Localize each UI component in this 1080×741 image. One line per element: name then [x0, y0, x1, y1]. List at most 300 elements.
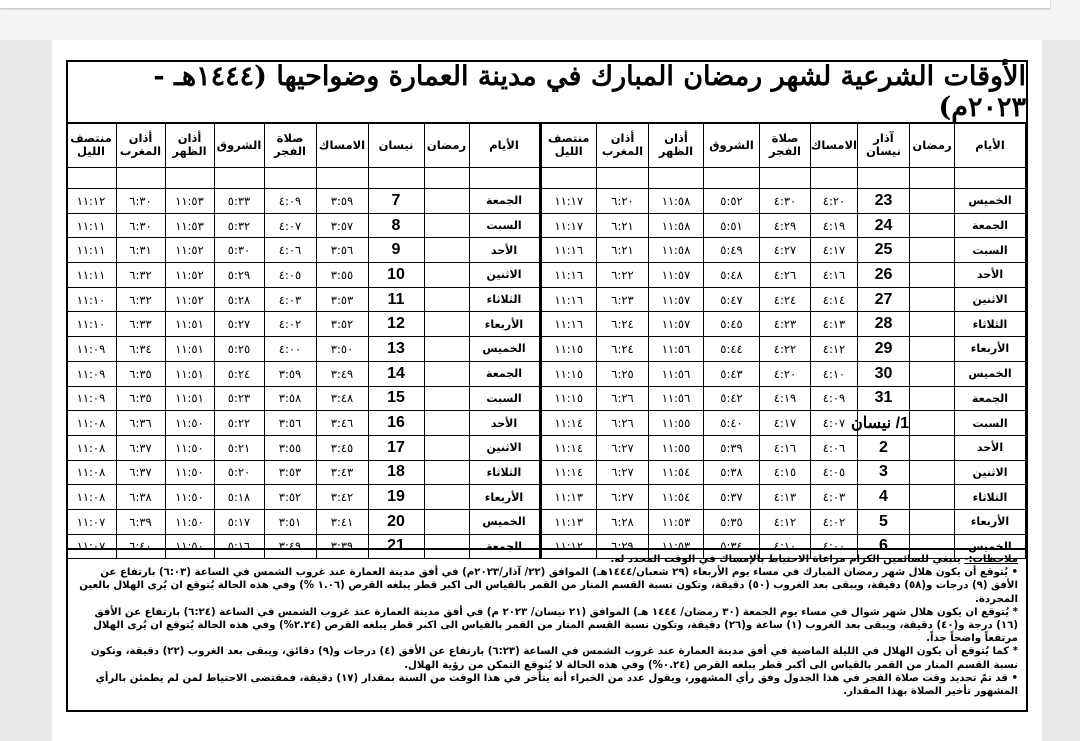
date-cell: 20 [368, 509, 424, 534]
time-cell: ٤:١٦ [760, 435, 811, 460]
note-item: * كما يُتوقع أن يكون الهلال في الليلة الماضية في أفق مدينة العمارة عند غروب الشمس في الساعة (٦:٢٣) بارتفاع عن الأفق (٤) درجات و(٩) دقائق، ويبقى بعد الغروب (٢٢) دقيقة، وتكون نسبة القسم المنار من القمر بالقياس الى أكبر قطر يبلغه القرص (٠.٢٤%) وفي هذه الحالة لا يُتوقع التمكن من رؤية الهلال. [90, 646, 1018, 671]
time-cell: ٣:٤٣ [316, 460, 368, 485]
time-cell [424, 238, 469, 263]
time-cell: ١١:١١ [66, 213, 116, 238]
time-cell: ٦:٣٢ [116, 263, 165, 288]
note-item: • يُتوقع أن يكون هلال شهر رمضان المبارك في مساء يوم الأربعاء (٢٩ شعبان/١٤٤٤هـ) الموافق (٢٢/ آذار/٢٠٢٣م) في أفق مدينة العمارة عند غروب الشمس في الساعة (٦:٠٣) بارتفاع عن الأفق (٩) درجات و(٥٨) دقيقة، ويبقى بعد الغروب (٥٠) دقيقة، وتكون نسبة القسم المنار من القمر بالقياس الى اكبر قطر يبلغه القرص (١.٠٦ %) وفي هذه الحالة يُتوقع ان يُرى الهلال بالعين المجردة. [79, 567, 1018, 605]
time-cell: ١١:١٢ [66, 189, 116, 214]
spacer-row [541, 168, 1026, 189]
time-cell: ١١:١٧ [541, 189, 597, 214]
time-cell: ٤:١٣ [760, 485, 811, 510]
time-cell: ١١:٥٢ [165, 287, 214, 312]
time-cell: ١١:١٣ [541, 485, 597, 510]
time-cell: ٣:٥٨ [264, 386, 316, 411]
time-cell: ٥:٣٧ [704, 485, 760, 510]
date-cell: 28 [858, 312, 910, 337]
time-cell: ٦:٢٥ [597, 361, 649, 386]
day-cell: الخميس [955, 189, 1026, 214]
right-table-body [541, 168, 1026, 559]
table-row [541, 263, 1026, 288]
time-cell: ١١:١٥ [541, 361, 597, 386]
time-cell: ٦:٤٠ [116, 534, 165, 559]
table-row [66, 411, 539, 436]
spacer-cell [760, 168, 811, 189]
spacer-cell [66, 168, 116, 189]
date-cell: 3 [858, 460, 910, 485]
left-table-body [66, 168, 539, 559]
table-row [541, 435, 1026, 460]
left-table [66, 122, 540, 559]
time-cell: ٦:٢٧ [597, 435, 649, 460]
time-cell: ٣:٤٨ [316, 386, 368, 411]
day-cell: الخميس [955, 534, 1026, 559]
time-cell [424, 312, 469, 337]
day-cell: الثلاثاء [955, 312, 1026, 337]
date-cell: 19 [368, 485, 424, 510]
time-cell: ٣:٥٠ [316, 337, 368, 362]
table-row [66, 386, 539, 411]
time-cell: ١١:٥٥ [649, 435, 704, 460]
time-cell: ٤:٠٥ [811, 460, 858, 485]
day-cell: الاثنين [469, 263, 539, 288]
column-header: الأيام [469, 123, 539, 168]
time-cell: ١١:١٧ [541, 213, 597, 238]
time-cell: ١١:١٤ [541, 460, 597, 485]
time-cell: ٦:٢١ [597, 238, 649, 263]
time-cell: ٣:٥٩ [264, 361, 316, 386]
time-cell: ١١:٠٩ [66, 361, 116, 386]
time-cell: ٥:٤٤ [704, 337, 760, 362]
table-row [541, 312, 1026, 337]
day-cell: الأربعاء [955, 509, 1026, 534]
time-cell: ٤:٢٩ [760, 213, 811, 238]
date-cell: 21 [368, 534, 424, 559]
time-cell: ٣:٤٩ [316, 361, 368, 386]
date-cell: 2 [858, 435, 910, 460]
time-cell: ١١:١٦ [541, 263, 597, 288]
date-cell: 5 [858, 509, 910, 534]
time-cell: ٣:٥٧ [316, 213, 368, 238]
time-cell: ٦:٢٣ [597, 287, 649, 312]
day-cell: الأربعاء [469, 312, 539, 337]
table-row [66, 460, 539, 485]
table-row [66, 287, 539, 312]
time-cell: ٣:٥١ [264, 509, 316, 534]
time-cell: ٤:٠٦ [264, 238, 316, 263]
date-cell: 1/ نيسان [858, 411, 910, 436]
column-header: الشروق [214, 123, 264, 168]
time-cell: ١١:٥٠ [165, 460, 214, 485]
spacer-cell [316, 168, 368, 189]
table-row [66, 435, 539, 460]
day-cell: الثلاثاء [955, 485, 1026, 510]
time-cell [910, 263, 955, 288]
time-cell: ٤:٠٥ [264, 263, 316, 288]
date-cell: 25 [858, 238, 910, 263]
time-cell [424, 435, 469, 460]
day-cell: الأربعاء [469, 485, 539, 510]
table-row [541, 213, 1026, 238]
time-cell: ١١:٠٩ [66, 386, 116, 411]
spacer-cell [214, 168, 264, 189]
table-row [66, 238, 539, 263]
spacer-cell [368, 168, 424, 189]
date-cell: 12 [368, 312, 424, 337]
column-header: منتصف الليل [541, 123, 597, 168]
time-cell: ٥:٤٨ [704, 263, 760, 288]
time-cell: ١١:٥٢ [165, 263, 214, 288]
time-cell: ٤:١٢ [811, 337, 858, 362]
time-cell: ٤:١٠ [811, 361, 858, 386]
time-cell: ٤:٢٧ [760, 238, 811, 263]
time-cell: ٥:٣٣ [214, 189, 264, 214]
day-cell: الجمعة [955, 213, 1026, 238]
time-cell: ٥:٢١ [214, 435, 264, 460]
spacer-cell [541, 168, 597, 189]
date-cell: 6 [858, 534, 910, 559]
day-cell: الاثنين [469, 435, 539, 460]
time-cell: ٤:١٣ [811, 312, 858, 337]
time-cell [910, 435, 955, 460]
time-cell: ٤:٢٠ [811, 189, 858, 214]
date-cell: 4 [858, 485, 910, 510]
time-cell: ٥:٢٢ [214, 411, 264, 436]
day-cell: الخميس [469, 337, 539, 362]
time-cell: ٣:٤٢ [316, 485, 368, 510]
time-cell: ٥:١٧ [214, 509, 264, 534]
time-cell: ١١:١١ [66, 263, 116, 288]
column-header: رمضان [424, 123, 469, 168]
time-cell: ٦:٢٠ [597, 189, 649, 214]
time-cell: ٤:١٤ [811, 287, 858, 312]
time-cell: ١١:٥٠ [165, 534, 214, 559]
time-cell: ٣:٥٢ [316, 312, 368, 337]
time-cell: ٥:٢٧ [214, 312, 264, 337]
time-cell [424, 509, 469, 534]
time-cell [424, 361, 469, 386]
date-cell: 26 [858, 263, 910, 288]
table-row [66, 361, 539, 386]
table-row [541, 411, 1026, 436]
time-cell: ٤:٢٠ [760, 361, 811, 386]
time-cell [424, 287, 469, 312]
table-row [541, 238, 1026, 263]
time-cell: ١١:٠٩ [66, 337, 116, 362]
notes-intro-text: ينبغي للصائمين الكرام مراعاة الاحتياط بالإمساك في الوقت المحدد له. [610, 554, 961, 565]
table-row [66, 485, 539, 510]
time-cell: ٦:٢٨ [597, 509, 649, 534]
column-header: آذار نيسان [858, 123, 910, 168]
time-cell: ٦:٣٥ [116, 386, 165, 411]
time-cell: ٤:٣٠ [760, 189, 811, 214]
time-cell: ٦:٢٢ [597, 263, 649, 288]
time-cell: ١١:١٤ [541, 411, 597, 436]
time-cell: ٣:٤١ [316, 509, 368, 534]
timetable-frame [66, 60, 1028, 712]
time-cell: ١١:١٤ [541, 435, 597, 460]
time-cell: ٣:٤٦ [316, 411, 368, 436]
table-row [541, 287, 1026, 312]
time-cell: ٦:٣٥ [116, 361, 165, 386]
day-cell: الثلاثاء [469, 287, 539, 312]
time-cell: ٣:٤٥ [316, 435, 368, 460]
time-cell: ٤:٠٠ [811, 534, 858, 559]
time-cell [424, 386, 469, 411]
day-cell: الخميس [469, 509, 539, 534]
day-cell: الاثنين [955, 460, 1026, 485]
spacer-cell [597, 168, 649, 189]
time-cell [910, 386, 955, 411]
previous-card-edge [0, 0, 1050, 8]
date-cell: 16 [368, 411, 424, 436]
time-cell: ٤:٠٩ [264, 189, 316, 214]
day-cell: الأربعاء [955, 337, 1026, 362]
time-cell: ٥:٣٤ [704, 534, 760, 559]
spacer-cell [955, 168, 1026, 189]
time-cell: ١١:١٢ [541, 534, 597, 559]
time-cell: ٣:٥٩ [316, 189, 368, 214]
time-cell: ١١:٠٧ [66, 534, 116, 559]
note-item: • قد تمّ تحديد وقت صلاة الفجر في هذا الجدول وفق رأي المشهور، ويقول عدد من الخبراء أنه يتأخر في هذا الوقت من السنة بمقدار (١٧) دقيقة، فمقتضى الاحتياط لمن لم يطمئن بالرأي المشهور تأخير الصلاة بهذا المقدار. [95, 672, 1018, 698]
column-header: الامساك [811, 123, 858, 168]
table-row [66, 263, 539, 288]
time-cell: ٤:١٥ [760, 460, 811, 485]
time-cell: ١١:١٣ [541, 509, 597, 534]
date-cell: 15 [368, 386, 424, 411]
date-cell: 30 [858, 361, 910, 386]
time-cell [424, 411, 469, 436]
notes-heading: ملاحظات:- [964, 554, 1018, 565]
time-cell: ١١:٠٧ [66, 509, 116, 534]
time-cell: ٥:٥٢ [704, 189, 760, 214]
notes-intro [74, 553, 1018, 566]
time-cell: ٣:٥٢ [264, 485, 316, 510]
column-header: رمضان [910, 123, 955, 168]
time-cell: ٤:٢٣ [760, 312, 811, 337]
time-cell: ١١:٥٠ [165, 509, 214, 534]
left-table-header [66, 123, 539, 168]
time-cell: ٣:٥٥ [264, 435, 316, 460]
column-header: منتصف الليل [66, 123, 116, 168]
time-cell: ٤:٢٦ [760, 263, 811, 288]
time-cell: ١١:١٦ [541, 287, 597, 312]
time-cell: ٤:٠٢ [811, 509, 858, 534]
time-cell: ٦:٣٨ [116, 485, 165, 510]
note-item: * يُتوقع ان يكون هلال شهر شوال في مساء يوم الجمعة (٣٠ رمضان/ ١٤٤٤ هـ) الموافق (٢١ نيسان/ ٢٠٢٣ م) في أفق مدينة العمارة عند غروب الشمس في الساعة (٦:٢٤) بارتفاع عن الأفق (١٦) درجة و(٤٠) دقيقة، ويبقى بعد الغروب (١) ساعة و(٢٦) دقيقة، وتكون نسبة القسم المنار من القمر بالقياس الى اكبر قطر يبلغه القرص (٢.٢٤%) وفي هذه الحالة يُتوقع ان يُرى الهلال مرتفعاً واضحاً جداً. [93, 606, 1018, 645]
time-cell [424, 337, 469, 362]
page-title: الأوقات الشرعية لشهر رمضان المبارك في مدينة العمارة وضواحيها (١٤٤٤هـ - ٢٠٢٣م) [68, 62, 1026, 124]
date-cell: 23 [858, 189, 910, 214]
time-cell: ٥:٤٩ [704, 238, 760, 263]
time-cell: ١١:٥٧ [649, 263, 704, 288]
column-header: الأيام [955, 123, 1026, 168]
date-cell: 8 [368, 213, 424, 238]
time-cell: ٦:٢٤ [597, 312, 649, 337]
time-cell [910, 509, 955, 534]
time-cell: ٥:٤٣ [704, 361, 760, 386]
time-cell: ٣:٥٦ [316, 238, 368, 263]
table-row [66, 213, 539, 238]
time-cell: ٤:١٩ [760, 386, 811, 411]
time-cell: ٦:٣٠ [116, 213, 165, 238]
time-cell: ٥:٢٥ [214, 337, 264, 362]
time-cell: ١١:١٥ [541, 386, 597, 411]
time-cell: ١١:٥٣ [649, 509, 704, 534]
table-row [66, 509, 539, 534]
table-row [541, 485, 1026, 510]
time-cell: ١١:٥١ [165, 337, 214, 362]
table-row [541, 337, 1026, 362]
spacer-cell [858, 168, 910, 189]
time-cell: ٣:٥٣ [264, 460, 316, 485]
table-row [541, 386, 1026, 411]
time-cell: ٦:٣٧ [116, 460, 165, 485]
time-cell: ١١:٥٥ [649, 411, 704, 436]
spacer-cell [116, 168, 165, 189]
time-cell: ٥:٢٨ [214, 287, 264, 312]
date-cell: 17 [368, 435, 424, 460]
spacer-cell [165, 168, 214, 189]
day-cell: السبت [469, 386, 539, 411]
day-cell: السبت [469, 213, 539, 238]
day-cell: الجمعة [955, 386, 1026, 411]
date-cell: 24 [858, 213, 910, 238]
column-header: الشروق [704, 123, 760, 168]
day-cell: الأحد [469, 411, 539, 436]
time-cell: ٤:٠٧ [264, 213, 316, 238]
date-cell: 18 [368, 460, 424, 485]
spacer-cell [469, 168, 539, 189]
time-cell: ٦:٢١ [597, 213, 649, 238]
tables-container [68, 122, 1026, 559]
table-row [66, 337, 539, 362]
day-cell: الجمعة [469, 361, 539, 386]
column-header: أذان الظهر [649, 123, 704, 168]
time-cell: ١١:١٠ [66, 287, 116, 312]
day-cell: الأحد [955, 435, 1026, 460]
time-cell: ٤:٠٩ [811, 386, 858, 411]
time-cell: ١١:٥٤ [649, 485, 704, 510]
column-header: أذان المغرب [597, 123, 649, 168]
time-cell: ٦:٢٦ [597, 411, 649, 436]
time-cell: ٦:٢٤ [597, 337, 649, 362]
time-cell: ١١:٠٨ [66, 485, 116, 510]
time-cell [910, 411, 955, 436]
date-cell: 29 [858, 337, 910, 362]
time-cell: ٦:٣٣ [116, 312, 165, 337]
time-cell: ٣:٣٩ [316, 534, 368, 559]
time-cell: ١١:٠٨ [66, 411, 116, 436]
time-cell: ١١:٠٨ [66, 435, 116, 460]
right-table-header [541, 123, 1026, 168]
date-cell: 10 [368, 263, 424, 288]
table-row [66, 312, 539, 337]
time-cell: ٦:٢٩ [597, 534, 649, 559]
date-cell: 27 [858, 287, 910, 312]
time-cell: ٥:٤٢ [704, 386, 760, 411]
time-cell: ١١:٥٨ [649, 238, 704, 263]
date-cell: 7 [368, 189, 424, 214]
table-row [541, 509, 1026, 534]
time-cell: ٥:٣٩ [704, 435, 760, 460]
time-cell: ٥:٤٥ [704, 312, 760, 337]
time-cell: ١١:٥١ [165, 312, 214, 337]
spacer-cell [424, 168, 469, 189]
time-cell: ١١:١٦ [541, 312, 597, 337]
column-header: أذان المغرب [116, 123, 165, 168]
time-cell: ٥:٤٧ [704, 287, 760, 312]
time-cell [910, 460, 955, 485]
time-cell: ٥:٣٥ [704, 509, 760, 534]
date-cell: 9 [368, 238, 424, 263]
date-cell: 11 [368, 287, 424, 312]
time-cell: ٤:٠٧ [811, 411, 858, 436]
time-cell [910, 337, 955, 362]
table-row [541, 460, 1026, 485]
spacer-row [66, 168, 539, 189]
time-cell: ١١:٥١ [165, 361, 214, 386]
time-cell: ٥:٣٨ [704, 460, 760, 485]
time-cell: ٤:١٢ [760, 509, 811, 534]
time-cell: ٦:٢٦ [597, 386, 649, 411]
day-cell: الجمعة [469, 189, 539, 214]
time-cell: ٥:١٦ [214, 534, 264, 559]
time-cell: ١١:٥٨ [649, 213, 704, 238]
time-cell: ٣:٥٦ [264, 411, 316, 436]
time-cell: ١١:١١ [66, 238, 116, 263]
time-cell [424, 263, 469, 288]
time-cell: ٤:١٧ [760, 411, 811, 436]
time-cell [910, 287, 955, 312]
time-cell [910, 238, 955, 263]
time-cell: ١١:٥٣ [165, 189, 214, 214]
spacer-cell [811, 168, 858, 189]
time-cell: ٦:٣٤ [116, 337, 165, 362]
time-cell: ٥:١٨ [214, 485, 264, 510]
time-cell: ١١:٥١ [165, 386, 214, 411]
time-cell: ٦:٢٧ [597, 485, 649, 510]
time-cell: ١١:٥٠ [165, 411, 214, 436]
time-cell: ٥:٢٤ [214, 361, 264, 386]
table-row [541, 189, 1026, 214]
time-cell: ٥:٣٠ [214, 238, 264, 263]
time-cell: ٤:١٦ [811, 263, 858, 288]
spacer-cell [910, 168, 955, 189]
time-cell: ١١:٠٨ [66, 460, 116, 485]
time-cell [424, 460, 469, 485]
time-cell: ١١:٥٣ [649, 534, 704, 559]
time-cell: ١١:٥٤ [649, 460, 704, 485]
right-table [540, 122, 1027, 559]
day-cell: السبت [955, 238, 1026, 263]
time-cell: ١١:٥٢ [165, 238, 214, 263]
time-cell [910, 361, 955, 386]
date-cell: 31 [858, 386, 910, 411]
day-cell: الأحد [469, 238, 539, 263]
time-cell: ١١:٥٧ [649, 287, 704, 312]
time-cell [910, 213, 955, 238]
day-cell: الأحد [955, 263, 1026, 288]
time-cell: ٦:٣١ [116, 238, 165, 263]
time-cell: ٥:٤٠ [704, 411, 760, 436]
time-cell: ١١:١٦ [541, 238, 597, 263]
time-cell: ١١:٥٠ [165, 435, 214, 460]
time-cell: ١١:٥٣ [165, 213, 214, 238]
time-cell: ٤:٠٠ [264, 337, 316, 362]
time-cell [424, 189, 469, 214]
time-cell: ٤:٢٤ [760, 287, 811, 312]
time-cell: ١١:٥٦ [649, 337, 704, 362]
